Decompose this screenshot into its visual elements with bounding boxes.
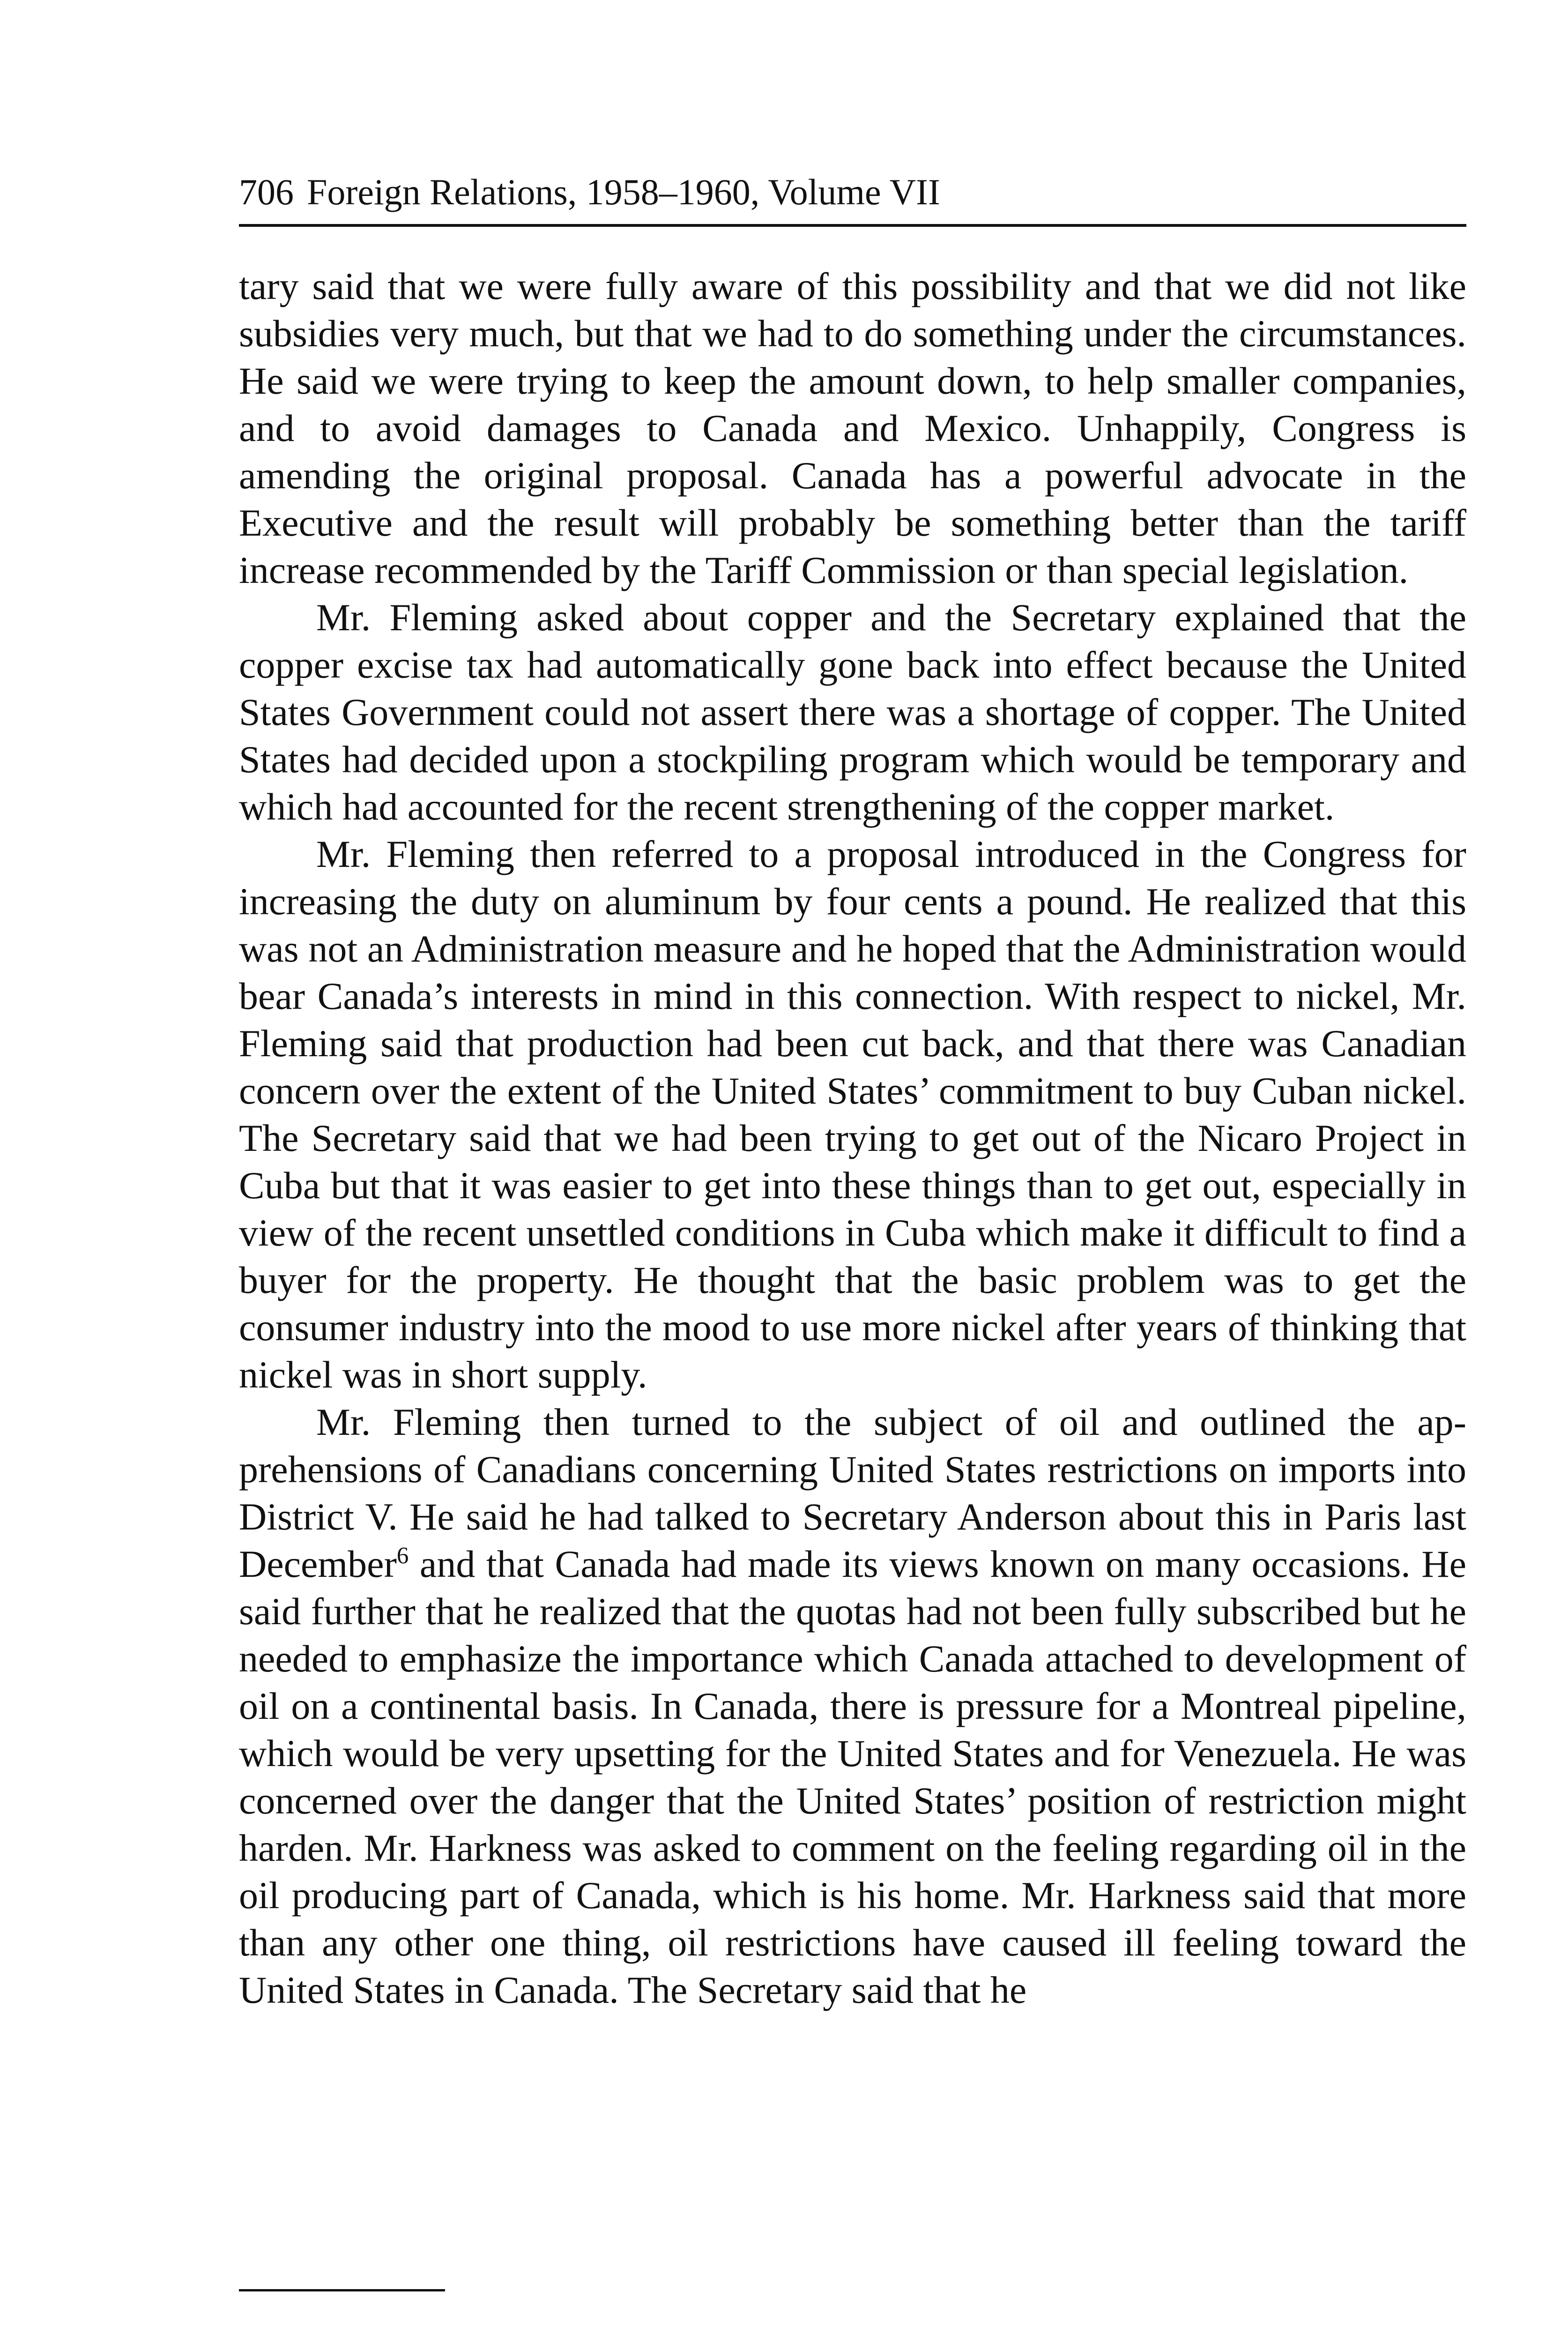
- body-paragraph-1: tary said that we were fully aware of this possibility and that we did not like subsidies very much, but that we had to do something under the circumstances. He said we were trying to keep the amount down, to help smaller companies, and to avoid damages to Canada and Mexico. Unhappily, Congress is amending the original proposal. Canada has a powerful advocate in the Executive and the result will probably be something better than the tariff increase recommended by the Tariff Commission or than special legislation.: [239, 265, 1466, 591]
- paragraph-4-text-after-note: and that Canada had made its views known on many occasions. He said further that he realized that the quotas had not been fully subscribed but he needed to emphasize the importance which Canada attached to development of oil on a continental basis. In Canada, there is pressure for a Montreal pipeline, which would be very upsetting for the United States and for Venezuela. He was concerned over the danger that the United States’ position of restriction might harden. Mr. Harkness was asked to comment on the feeling regarding oil in the oil producing part of Canada, which is his home. Mr. Harkness said that more than any other one thing, oil restrictions have caused ill feeling toward the United States in Canada. The Secretary said that he: [239, 1543, 1466, 2011]
- footnote-rule: [239, 2289, 445, 2291]
- running-title: Foreign Relations, 1958–1960, Volume VII: [307, 172, 940, 212]
- footnote-reference: 6: [396, 1542, 409, 1569]
- page-number: 706: [239, 172, 294, 212]
- body-text: [239, 262, 1466, 2014]
- body-paragraph-3: Mr. Fleming then referred to a proposal introduced in the Congress for increasing the duty on aluminum by four cents a pound. He realized that this was not an Administration measure and he hoped that the Administration would bear Canada’s interests in mind in this connection. With respect to nickel, Mr. Fleming said that production had been cut back, and that there was Canadian concern over the extent of the United States’ commitment to buy Cuban nickel. The Secretary said that we had been trying to get out of the Nicaro Project in Cuba but that it was easier to get into these things than to get out, especially in view of the recent unsettled conditions in Cuba which make it difficult to find a buyer for the property. He thought that the basic problem was to get the consumer industry into the mood to use more nickel after years of thinking that nickel was in short supply.: [239, 833, 1466, 1396]
- running-head: [239, 169, 1466, 216]
- header-rule: [239, 224, 1466, 227]
- body-paragraph-4: [239, 1398, 1466, 2014]
- body-paragraph-2: Mr. Fleming asked about copper and the Secretary explained that the copper excise tax had automatically gone back into effect because the United States Government could not assert there was a shortage of copper. The United States had decided upon a stockpiling program which would be temporary and which had accounted for the recent strengthening of the copper market.: [239, 596, 1466, 828]
- paragraph-4-text-before-note: Mr. Fleming then turned to the subject of oil and outlined the apprehensions of Canadians concerning United States restrictions on imports into District V. He said he had talked to Secretary Anderson about this in Paris last December: [239, 1401, 1466, 1585]
